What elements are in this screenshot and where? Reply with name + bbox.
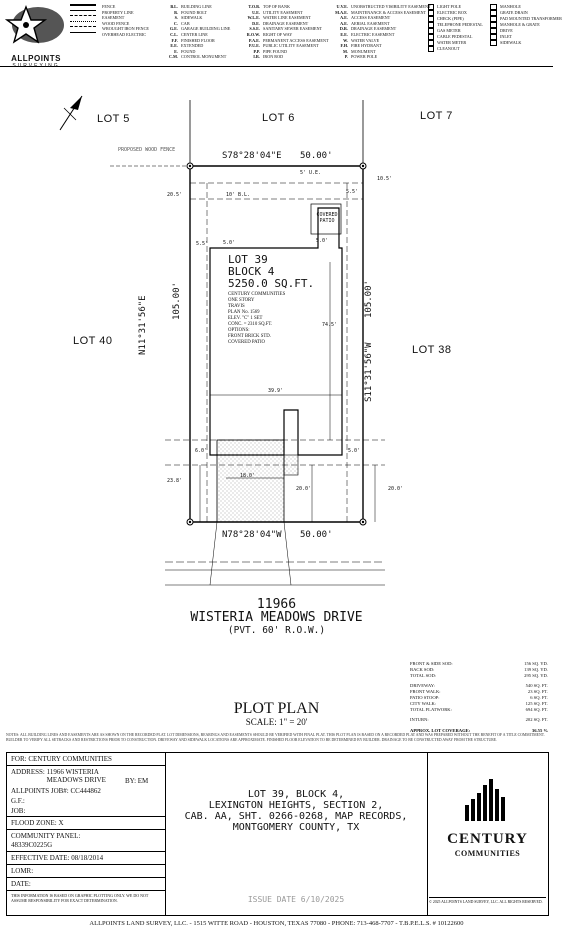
legend-symbols: [428, 4, 483, 52]
gf-label: G.F.:: [11, 797, 25, 805]
dim-20-0-b: 20.0': [388, 486, 404, 492]
legend-symbol-item: CLEANOUT: [428, 46, 483, 52]
stat-row: BACK SOD: 139 SQ. YD.: [410, 666, 548, 672]
by-label: BY: EM: [125, 777, 149, 785]
house-note-line: COVERED PATIO: [228, 340, 266, 345]
address-label: ADDRESS:: [11, 768, 45, 776]
street-number: 11966: [256, 597, 297, 612]
legend-right-item: PAD MOUNTED TRANSFORMER: [490, 16, 562, 22]
lot-38-label: LOT 38: [412, 344, 452, 356]
footer-address: ALLPOINTS LAND SURVEY, LLC. - 1515 WITTE ROAD - HOUSTON, TEXAS 77080 - PHONE: 713-468-7707 - T.B.P.E.L.S. # 10122600: [89, 920, 464, 927]
fence-label: PROPOSED WOOD FENCE: [118, 147, 176, 153]
legal-line-2: LEXINGTON HEIGHTS, SECTION 2,: [208, 800, 384, 811]
building-logo-icon: [461, 775, 513, 821]
legend-line-item: PROPERTY LINE: [70, 10, 149, 16]
street-row: (PVT. 60' R.O.W.): [227, 625, 326, 636]
dim-39-9: 39.9': [268, 388, 284, 394]
dim-5-0-b: 5.0': [316, 238, 329, 244]
job-field: JOB:: [11, 807, 26, 815]
plot-plan-scale: SCALE: 1" = 20': [245, 717, 308, 727]
dim-10-5: 10.5': [377, 176, 393, 182]
dim-6-0: 6.0': [195, 448, 208, 454]
legend-abbrev-1: [160, 4, 230, 60]
legend-abbrev-item: B. FOUND BOLT: [174, 9, 208, 15]
dim-5-5-left: 5.5': [196, 241, 209, 247]
legend-abbrev-item: R.O.W. RIGHT OF WAY: [246, 31, 293, 37]
dim-5-0-c: 5.0': [348, 448, 361, 454]
legend-abbrev-item: G.E. GARAGE BUILDING LINE: [169, 26, 231, 32]
dim-5-5-top: 5.5': [346, 189, 359, 195]
lot-5-label: LOT 5: [97, 113, 130, 125]
job-info: [7, 753, 166, 915]
legend-symbol-item: WATER METER: [428, 40, 483, 46]
house-note-line: ELEV. "C" 1 SET: [228, 316, 263, 321]
bl-top-label: 5' U.E.: [300, 170, 322, 176]
legend-symbol-item: LIGHT POLE: [428, 4, 483, 10]
stat-row: INTURN: 202 SQ. FT.: [410, 717, 548, 723]
dim-20-0-a: 20.0': [296, 486, 312, 492]
disclaimer: THIS INFORMATION IS BASED ON GRAPHIC PLOTTING ONLY. WE DO NOT ASSUME RESPONSIBILITY FOR EXACT DETERMINATION.: [11, 893, 149, 903]
legend-symbol-item: CHECK (PIPE): [428, 16, 483, 22]
ue-label: 10' B.L.: [226, 192, 251, 198]
builder-logo: [427, 753, 548, 915]
block-number: BLOCK 4: [228, 265, 275, 278]
stat-row: DRIVEWAY: 540 SQ. FT.: [410, 683, 548, 689]
legend-abbrev-item: U.E. UTILITY EASEMENT: [252, 9, 303, 15]
dim-23-8: 23.8': [167, 478, 183, 484]
panel-label: COMMUNITY PANEL:: [11, 832, 81, 840]
lomr-label: LOMR:: [11, 867, 34, 875]
legend-right-item: MANHOLE: [490, 4, 562, 10]
lot-area: 5250.0 SQ.FT.: [228, 277, 315, 290]
for-label: FOR:: [11, 755, 27, 763]
dim-5-0-a: 5.0': [223, 240, 236, 246]
legend-symbol-item: TELEPHONE PEDESTAL: [428, 22, 483, 28]
legal-description: [165, 753, 428, 915]
job-value: CC444862: [70, 787, 101, 795]
builder-name: CENTURY: [447, 831, 528, 847]
legend-abbrev-item: S.S.E. SANITARY SEWER EASEMENT: [249, 26, 323, 32]
legend-symbol-item: CABLE PEDESTAL: [428, 34, 483, 40]
house-notes: [228, 292, 314, 346]
effective-date: EFFECTIVE DATE: 08/18/2014: [11, 854, 104, 862]
legend-abbrev-2: [242, 4, 329, 60]
legend-abbrev-item: D.R. DRAINAGE EASEMENT: [339, 26, 397, 32]
lot-40-label: LOT 40: [73, 335, 113, 347]
legend-abbrev-item: T.O.B. TOP OF BANK: [248, 4, 290, 9]
house-note-line: PLAN No. 1569: [228, 310, 260, 315]
legend-symbol-item: GAS METER: [428, 28, 483, 34]
company-name: ALLPOINTS: [11, 54, 61, 63]
legend-abbrev-item: I.R. IRON ROD: [253, 54, 284, 60]
legend-line-item: FENCE: [70, 4, 149, 10]
legend-abbrev-item: C. CAB: [173, 20, 190, 26]
legend-line-item: OVERHEAD ELECTRIC: [70, 32, 149, 38]
star-logo-icon: [4, 3, 68, 49]
legend-right-item: SIDEWALK: [490, 40, 562, 46]
legend-header: [0, 0, 562, 69]
stat-row: TOTAL SOD: 295 SQ. YD.: [410, 672, 548, 678]
legend-right-item: DRIVE: [490, 28, 562, 34]
panel-value: 48339C0225G: [11, 841, 53, 849]
legend-abbrev-item: P.A.E. PERMANENT ACCESS EASEMENT: [248, 37, 329, 43]
legal-line-3: CAB. AA, SHT. 0266-0268, MAP RECORDS,: [184, 811, 408, 822]
east-bearing: S11°31'56"W: [364, 342, 374, 402]
legend-abbrev-item: E.E. ELECTRIC EASEMENT: [340, 31, 395, 37]
legend-abbrev-item: W. WATER VALVE: [343, 37, 380, 43]
house-note-line: OPTIONS:: [228, 328, 250, 333]
legend-abbrev-item: P. POWER POLE: [344, 54, 378, 60]
builder-sub: COMMUNITIES: [454, 849, 521, 858]
legend-abbrev-item: A.E. ACCESS EASEMENT: [340, 15, 391, 21]
legend-abbrev-item: S. SIDEWALK: [174, 15, 203, 21]
east-distance: 105.00': [364, 280, 374, 318]
stat-row: TOTAL FLATWORK: 694 SQ. FT.: [410, 706, 548, 712]
lot-number: LOT 39: [228, 253, 268, 266]
lot-6-label: LOT 6: [262, 112, 295, 124]
legend-abbrev-item: P.P. PIPE FOUND: [253, 48, 288, 54]
for-value: CENTURY COMMUNITIES: [28, 755, 112, 763]
north-bearing: S78°28'04"E: [222, 151, 282, 161]
stat-row: FRONT & SIDE SOD: 156 SQ. YD.: [410, 661, 548, 666]
house-note-line: TRAVIS: [228, 304, 245, 309]
flood-zone: FLOOD ZONE: X: [11, 819, 64, 827]
north-arrow-icon: [60, 96, 82, 130]
title-block: [6, 752, 549, 916]
stat-row: CITY WALK: 125 SQ. FT.: [410, 700, 548, 706]
legend-abbrev-item: B.L. BUILDING LINE: [170, 4, 212, 9]
legend-abbrev-item: P.U.E. PUBLIC UTILITY EASEMENT: [248, 43, 319, 49]
dim-74-5: 74.5': [322, 322, 338, 328]
legend-symbol-item: ELECTRIC BOX: [428, 10, 483, 16]
address-value: 11966 WISTERIA MEADOWS DRIVE: [46, 768, 106, 784]
west-distance: 105.00': [172, 282, 182, 320]
legend-abbrev-item: U.V.E. UNOBSTRUCTED VISIBILITY EASEMENT: [336, 4, 431, 9]
stat-row: FRONT WALK: 23 SQ. FT.: [410, 689, 548, 695]
job-label: ALLPOINTS JOB#:: [11, 787, 69, 795]
legend-line-item: EASEMENT: [70, 15, 149, 21]
legend-abbrev-item: F.F. FINISHED FLOOR: [171, 37, 215, 43]
lot-7-label: LOT 7: [420, 110, 453, 122]
stat-row: APPROX. LOT COVERAGE: 36.55 %: [410, 728, 548, 734]
legend-abbrev-item: E. FOUND: [174, 48, 196, 54]
north-distance: 50.00': [300, 151, 333, 161]
company-logo: [4, 3, 68, 69]
legend-right-item: INLET: [490, 34, 562, 40]
patio-label: COVERED PATIO: [316, 212, 338, 224]
house-note-line: FRONT BRICK STD.: [228, 334, 271, 339]
legend-abbrev-item: M. MONUMENT: [343, 48, 376, 54]
copyright: © 2025 ALLPOINTS LAND SURVEY, LLC. ALL RIGHTS RESERVED.: [429, 897, 546, 905]
legend-abbrev-item: C.M. CONTROL MONUMENT: [168, 54, 227, 60]
date-label: DATE:: [11, 880, 31, 888]
street-name: WISTERIA MEADOWS DRIVE: [190, 610, 363, 625]
legend-abbrev-item: E.E. EXTENDED: [170, 43, 204, 49]
issue-date: ISSUE DATE 6/10/2025: [247, 895, 345, 904]
legend-abbrev-item: W.L.E. WATER LINE EASEMENT: [247, 15, 311, 21]
dim-20-5: 20.5': [167, 192, 183, 198]
west-bearing: N11°31'56"E: [138, 295, 148, 355]
south-bearing: N78°28'04"W: [222, 530, 282, 540]
general-notes: NOTES: ALL BUILDING LINES AND EASEMENTS ARE AS SHOWN ON THE RECORDED PLAT. LOT DIMENSIONS, BEARINGS AND EASEMENTS SHOULD BE VERIFIED WITH FINAL PLAT. THIS PLOT PLAN IS BASED ON A RECORDED PLAT AND WAS PREPARED WITHOUT THE BENEFIT OF A TITLE COMMITMENT. BUILDER TO VERIFY ALL SETBACKS AND RESTRICTIONS PRIOR TO CONSTRUCTION. DRIVEWAY AND SIDEWALK LOCATIONS ARE APPROXIMATE. FINISHED FLOOR ELEVATION TO BE DETERMINED BY BUILDER. DRAINAGE TO BE CONSTRUCTED AWAY FROM THE STRUCTURE.: [6, 733, 545, 742]
legal-line-1: LOT 39, BLOCK 4,: [247, 789, 345, 800]
legend-line-item: WOOD FENCE: [70, 21, 149, 27]
house-note-line: CENTURY COMMUNITIES: [228, 292, 286, 297]
legend-right-item: GRATE DRAIN: [490, 10, 562, 16]
legend-abbrev-3: [330, 4, 431, 60]
legend-lines: [70, 4, 149, 38]
legend-right: [490, 4, 562, 46]
company-sub: SURVEYING: [12, 63, 60, 69]
legend-abbrev-item: M.A.E. MAINTENANCE & ACCESS EASEMENT: [335, 9, 427, 15]
legend-right-item: MANHOLE & GRATE: [490, 22, 562, 28]
legend-line-item: WROUGHT IRON FENCE: [70, 26, 149, 32]
south-distance: 50.00': [300, 530, 333, 540]
house-note-line: CONC. = 2310 SQ.FT.: [228, 322, 273, 327]
plot-plan-title: PLOT PLAN: [233, 700, 320, 717]
legend-abbrev-item: C.L. CENTER LINE: [170, 31, 208, 37]
legend-abbrev-item: F.H. FIRE HYDRANT: [340, 43, 382, 49]
legend-abbrev-item: A.E. AERIAL EASEMENT: [340, 20, 390, 26]
lot-info: [228, 254, 314, 346]
dim-18-0: 18.0': [240, 473, 256, 479]
house-note-line: ONE STORY: [228, 298, 255, 303]
legend-abbrev-item: D.E. DRAINAGE EASEMENT: [252, 20, 309, 26]
stat-row: PATIO STOOP: 6 SQ. FT.: [410, 694, 548, 700]
legal-line-4: MONTGOMERY COUNTY, TX: [232, 822, 360, 833]
